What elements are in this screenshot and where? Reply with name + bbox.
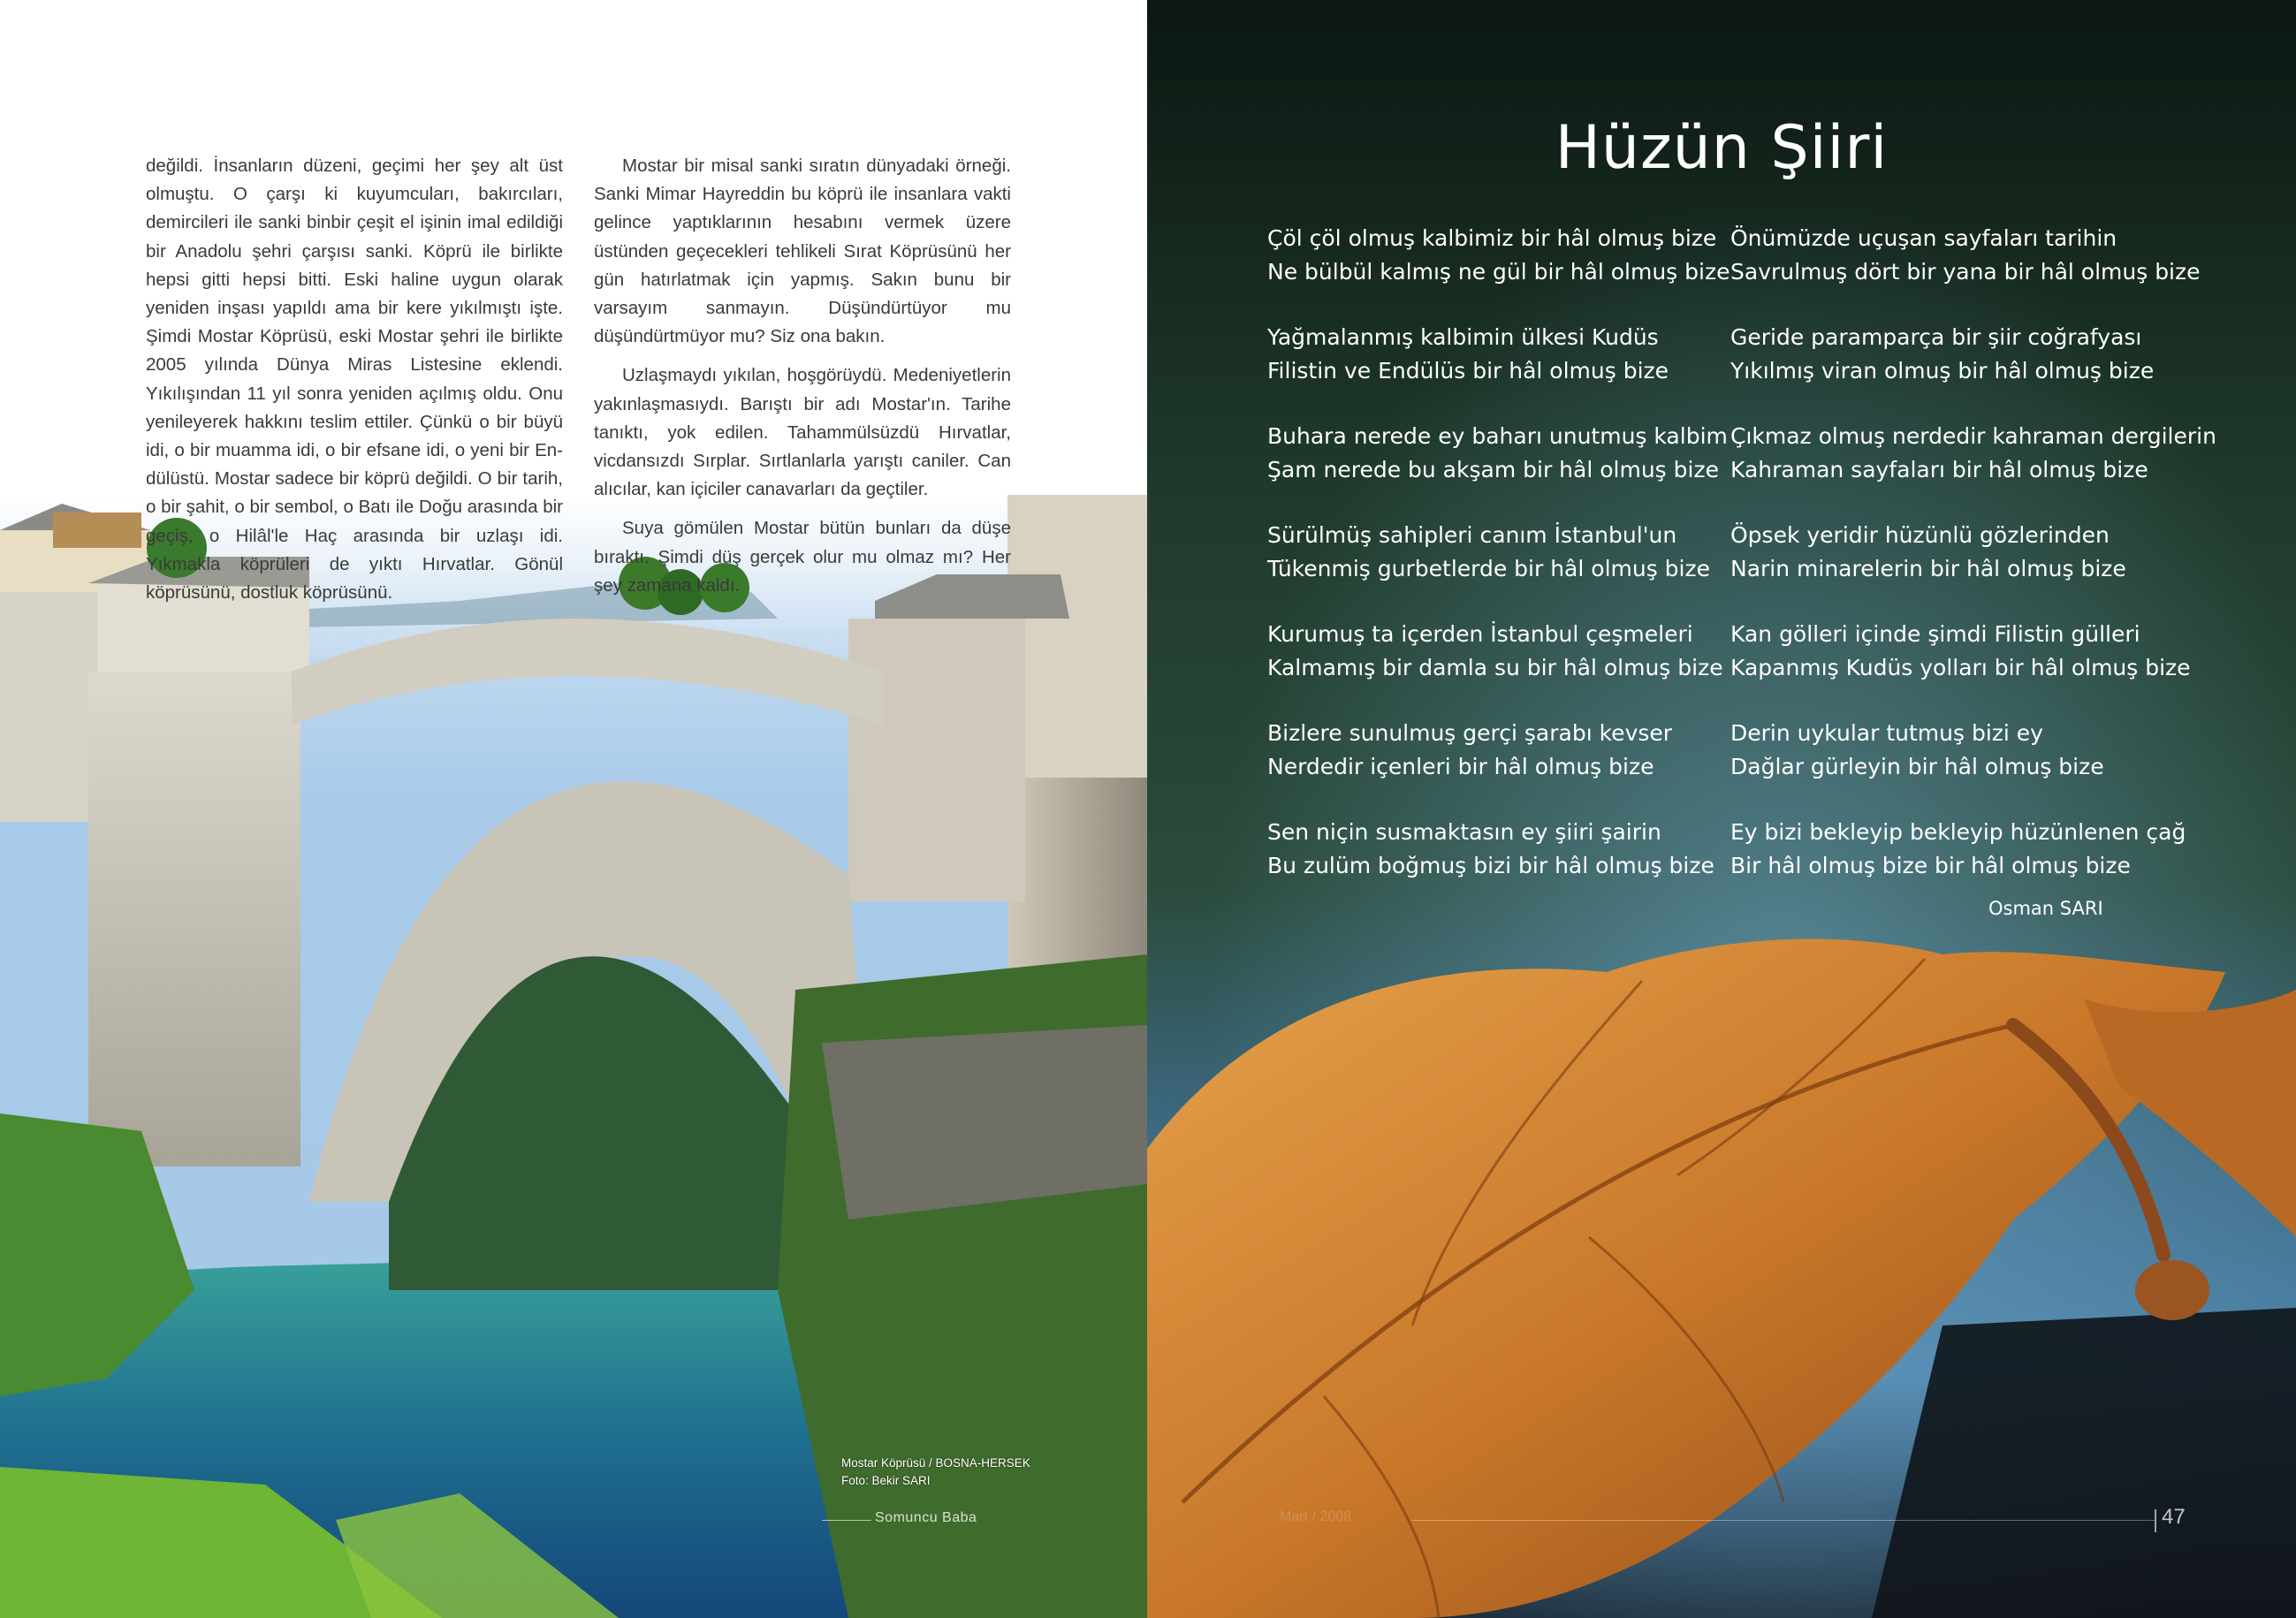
poem-stanza [1730,321,2190,387]
issue-date-footer: Mart / 2008 [1280,1509,1351,1524]
mostar-bridge-photo [0,495,1147,1618]
article-paragraph: Suya gömülen Mostar bütün bunları da düşe bıraktı. Şimdi düş gerçek olur mu olmaz mı? Her şey zamana kaldı. [594,518,1011,596]
article-paragraph: değildi. İnsanların düzeni, geçimi her şey alt üst olmuştu. O çarşı ki kuyumcuları, bakırcıları, demircileri ile sanki binbir çeşit el işinin imal edildiği bir Anadolu şehri çarşısı sanki. Köprü ile birlikte hepsi gitti hepsi bitti. Eski haline uygun olarak yeniden inşası yapıldı ama bir kere yıkılmıştı işte. Şimdi Mostar Köprüsü, eski Mostar şehri ile birlikte 2005 yılında Dünya Miras Listesine eklendi. Yıkılışından 11 yıl sonra yeniden açılmış oldu. Onu yenileyerek hakkını teslim ettiler. Çünkü o bir büyü idi, o bir muamma idi, o bir efsane idi, o yeni bir Endülüstü. Mostar sadece bir köprü değildi. O bir tarih, o bir şahit, o bir sembol, o Batı ile Doğu arasında bir geçiş, o Hilâl'le Haç arasında bir uzlaşı idi. Yıkmakla köprüleri de yıktı Hırvatlar. Gönül köprüsünü, dostluk köprüsünü. [146,156,563,604]
article-paragraph: Uzlaşmaydı yıkılan, hoşgörüydü. Medeniyetlerin yakınlaşmasıydı. Barıştı bir adı Mostar'ın. Tarihe tanıktı, yok edilen. Tahammülsüzdü Hırvatlar, vicdansızdı Sırplar. Sırtlanlarla yarıştı caniler. Can alıcılar, kan içiciler canavarları da geçtiler. [594,365,1011,500]
poem-line: Bu zulüm boğmuş bizi bir hâl olmuş bize [1267,852,1714,878]
poem-line: Sen niçin susmaktasın ey şiiri şairin [1267,819,1661,845]
poem-stanza [1730,420,2216,486]
poem-stanza [1267,222,1730,288]
poem-stanza [1267,321,1727,387]
poem-stanza [1730,222,2201,288]
poem-line: Bizlere sunulmuş gerçi şarabı kevser [1267,720,1673,746]
poem-line: Kalmamış bir damla su bir hâl olmuş bize [1267,654,1723,680]
poem-line: Filistin ve Endülüs bir hâl olmuş bize [1267,357,1669,384]
poem-line: Çıkmaz olmuş nerdedir kahraman dergilerin [1730,423,2216,449]
poet-name: Osman SARI [1988,898,2103,919]
poem-stanza [1267,420,1727,486]
poem-stanza [1730,519,2190,585]
poem-title: Hüzün Şiiri [1555,113,1889,183]
page-number-divider [2155,1509,2156,1532]
poem-line: Öpsek yeridir hüzünlü gözlerinden [1730,522,2110,548]
caption-title: Mostar Köprüsü / BOSNA-HERSEK [841,1456,1030,1470]
footer-rule [822,1520,871,1521]
poem-line: Buhara nerede ey baharı unutmuş kalbim [1267,423,1728,449]
poem-line: Derin uykular tutmuş bizi ey [1730,720,2043,746]
poem-stanza [1730,618,2190,684]
poem-stanza [1267,618,1727,684]
caption-credit: Foto: Bekir SARI [841,1474,931,1487]
poem-line: Sürülmüş sahipleri canım İstanbul'un [1267,522,1677,548]
poem-line: Ne bülbül kalmış ne gül bir hâl olmuş bize [1267,258,1730,285]
poem-line: Yıkılmış viran olmuş bir hâl olmuş bize [1730,357,2155,384]
poem-column-left [1267,222,1730,915]
poem-stanza [1730,717,2190,783]
poem-stanza [1267,519,1727,585]
poem-line: Çöl çöl olmuş kalbimiz bir hâl olmuş bize [1267,225,1717,251]
poem-line: Kurumuş ta içerden İstanbul çeşmeleri [1267,621,1693,647]
article-column-left [146,152,563,618]
article-column-right [594,152,1011,611]
poem-line: Ey bizi bekleyip bekleyip hüzünlenen çağ [1730,819,2186,845]
poem-line: Geride paramparça bir şiir coğrafyası [1730,324,2142,350]
right-page [1147,0,2296,1618]
poem-line: Tükenmiş gurbetlerde bir hâl olmuş bize [1267,555,1711,581]
poem-stanza [1730,816,2190,882]
poem-line: Dağlar gürleyin bir hâl olmuş bize [1730,753,2104,779]
poem-column-right [1730,222,2216,915]
poem-line: Nerdedir içenleri bir hâl olmuş bize [1267,753,1654,779]
poem-line: Şam nerede bu akşam bir hâl olmuş bize [1267,456,1719,482]
poem-line: Narin minarelerin bir hâl olmuş bize [1730,555,2126,581]
photo-caption [841,1455,1030,1490]
page-number: 47 [2162,1505,2186,1529]
poem-line: Savrulmuş dört bir yana bir hâl olmuş bize [1730,258,2201,285]
poem-stanza [1267,717,1727,783]
article-paragraph: Mostar bir misal sanki sıratın dünyadaki örneği. Sanki Mimar Hayreddin bu köprü ile insanlara vakti gelince yaptıklarının hesabını vermek üzere üstünden geçecekleri tehlikeli Sırat Köprüsünü her gün hatırlatmak için yapmış. Sakın bunu bir varsayım sanmayın. Düşündürtüyor mu düşündürtmüyor mu? Siz ona bakın. [594,156,1011,347]
poem-line: Önümüzde uçuşan sayfaları tarihin [1730,225,2117,251]
poem-line: Kapanmış Kudüs yolları bir hâl olmuş bize [1730,654,2191,680]
poem-line: Bir hâl olmuş bize bir hâl olmuş bize [1730,852,2131,878]
poem-line: Kahraman sayfaları bir hâl olmuş bize [1730,456,2148,482]
footer-rule [1412,1520,2155,1521]
left-page [0,0,1147,1618]
poem-line: Kan gölleri içinde şimdi Filistin gülleri [1730,621,2140,647]
magazine-name-footer: Somuncu Baba [875,1510,977,1525]
poem-line: Yağmalanmış kalbimin ülkesi Kudüs [1267,324,1659,350]
poem-stanza [1267,816,1727,882]
